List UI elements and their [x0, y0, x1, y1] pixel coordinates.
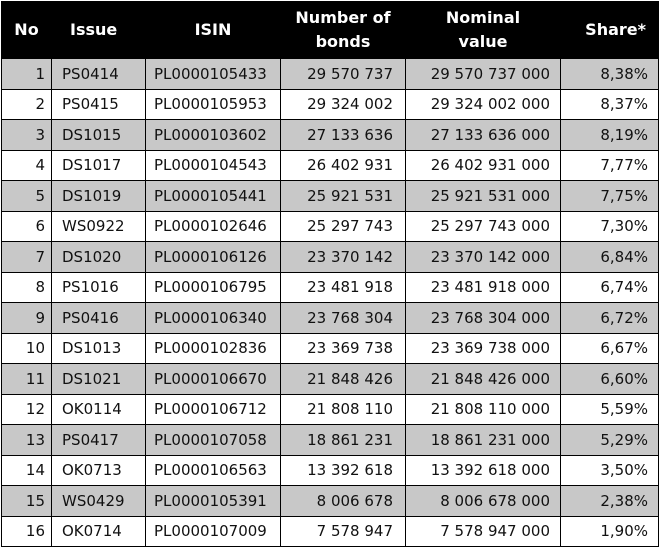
cell-issue: DS1017 [52, 150, 146, 181]
header-row [2, 2, 659, 59]
cell-share: 7,77% [561, 150, 659, 181]
table-body [2, 59, 659, 547]
cell-share: 6,72% [561, 303, 659, 334]
header-share: Share* [561, 2, 659, 59]
table-row [2, 181, 659, 212]
cell-isin: PL0000102836 [146, 333, 281, 364]
cell-issue: WS0429 [52, 486, 146, 517]
header-nominal-value-line2: value [458, 32, 508, 51]
cell-nominal-value: 25 921 531 000 [406, 181, 561, 212]
table-row [2, 455, 659, 486]
table-row [2, 394, 659, 425]
cell-no: 10 [2, 333, 52, 364]
cell-nominal-value: 21 808 110 000 [406, 394, 561, 425]
cell-isin: PL0000102646 [146, 211, 281, 242]
table-row [2, 516, 659, 547]
table-row [2, 242, 659, 273]
cell-isin: PL0000103602 [146, 120, 281, 151]
cell-issue: DS1013 [52, 333, 146, 364]
cell-isin: PL0000105441 [146, 181, 281, 212]
cell-nominal-value: 13 392 618 000 [406, 455, 561, 486]
cell-number-of-bonds: 23 768 304 [281, 303, 406, 334]
cell-no: 5 [2, 181, 52, 212]
table-row [2, 486, 659, 517]
cell-number-of-bonds: 8 006 678 [281, 486, 406, 517]
cell-number-of-bonds: 23 370 142 [281, 242, 406, 273]
cell-share: 7,75% [561, 181, 659, 212]
cell-isin: PL0000106340 [146, 303, 281, 334]
table-row [2, 272, 659, 303]
cell-isin: PL0000107058 [146, 425, 281, 456]
header-nominal-value [406, 2, 561, 59]
cell-issue: PS0416 [52, 303, 146, 334]
cell-no: 3 [2, 120, 52, 151]
cell-isin: PL0000105391 [146, 486, 281, 517]
table-row [2, 59, 659, 90]
header-issue: Issue [52, 2, 146, 59]
cell-no: 7 [2, 242, 52, 273]
cell-share: 6,84% [561, 242, 659, 273]
table-row [2, 211, 659, 242]
cell-nominal-value: 23 369 738 000 [406, 333, 561, 364]
cell-isin: PL0000107009 [146, 516, 281, 547]
bonds-table [1, 1, 659, 547]
cell-number-of-bonds: 27 133 636 [281, 120, 406, 151]
cell-number-of-bonds: 26 402 931 [281, 150, 406, 181]
cell-nominal-value: 23 370 142 000 [406, 242, 561, 273]
cell-no: 11 [2, 364, 52, 395]
table-row [2, 89, 659, 120]
cell-number-of-bonds: 21 808 110 [281, 394, 406, 425]
cell-number-of-bonds: 25 921 531 [281, 181, 406, 212]
cell-isin: PL0000106712 [146, 394, 281, 425]
header-number-of-bonds-line2: bonds [315, 32, 371, 51]
cell-share: 6,60% [561, 364, 659, 395]
header-nominal-value-line1: Nominal [445, 8, 521, 27]
cell-number-of-bonds: 18 861 231 [281, 425, 406, 456]
cell-nominal-value: 29 324 002 000 [406, 89, 561, 120]
cell-share: 7,30% [561, 211, 659, 242]
table-row [2, 303, 659, 334]
cell-issue: DS1019 [52, 181, 146, 212]
cell-issue: PS0417 [52, 425, 146, 456]
table-header [2, 2, 659, 59]
cell-nominal-value: 27 133 636 000 [406, 120, 561, 151]
cell-share: 5,59% [561, 394, 659, 425]
cell-no: 12 [2, 394, 52, 425]
cell-share: 3,50% [561, 455, 659, 486]
cell-isin: PL0000106563 [146, 455, 281, 486]
cell-no: 6 [2, 211, 52, 242]
cell-share: 8,37% [561, 89, 659, 120]
table-row [2, 120, 659, 151]
cell-issue: PS1016 [52, 272, 146, 303]
cell-nominal-value: 29 570 737 000 [406, 59, 561, 90]
cell-isin: PL0000106126 [146, 242, 281, 273]
cell-number-of-bonds: 21 848 426 [281, 364, 406, 395]
cell-number-of-bonds: 23 369 738 [281, 333, 406, 364]
cell-share: 8,38% [561, 59, 659, 90]
cell-no: 16 [2, 516, 52, 547]
cell-share: 6,74% [561, 272, 659, 303]
cell-isin: PL0000104543 [146, 150, 281, 181]
cell-isin: PL0000105433 [146, 59, 281, 90]
cell-share: 5,29% [561, 425, 659, 456]
table-row [2, 150, 659, 181]
cell-issue: WS0922 [52, 211, 146, 242]
cell-issue: OK0713 [52, 455, 146, 486]
cell-nominal-value: 26 402 931 000 [406, 150, 561, 181]
cell-number-of-bonds: 7 578 947 [281, 516, 406, 547]
cell-issue: DS1021 [52, 364, 146, 395]
cell-share: 2,38% [561, 486, 659, 517]
cell-no: 1 [2, 59, 52, 90]
header-number-of-bonds-line1: Number of [295, 8, 391, 27]
cell-no: 14 [2, 455, 52, 486]
table-row [2, 425, 659, 456]
cell-no: 15 [2, 486, 52, 517]
cell-number-of-bonds: 25 297 743 [281, 211, 406, 242]
cell-issue: PS0415 [52, 89, 146, 120]
cell-no: 8 [2, 272, 52, 303]
cell-nominal-value: 23 481 918 000 [406, 272, 561, 303]
cell-nominal-value: 8 006 678 000 [406, 486, 561, 517]
cell-issue: OK0714 [52, 516, 146, 547]
cell-issue: OK0114 [52, 394, 146, 425]
table-row [2, 364, 659, 395]
cell-nominal-value: 18 861 231 000 [406, 425, 561, 456]
cell-no: 13 [2, 425, 52, 456]
cell-number-of-bonds: 23 481 918 [281, 272, 406, 303]
cell-nominal-value: 25 297 743 000 [406, 211, 561, 242]
cell-share: 8,19% [561, 120, 659, 151]
cell-share: 6,67% [561, 333, 659, 364]
cell-number-of-bonds: 29 570 737 [281, 59, 406, 90]
cell-share: 1,90% [561, 516, 659, 547]
header-no: No [2, 2, 52, 59]
table-row [2, 333, 659, 364]
cell-number-of-bonds: 29 324 002 [281, 89, 406, 120]
cell-issue: DS1015 [52, 120, 146, 151]
cell-no: 9 [2, 303, 52, 334]
cell-issue: DS1020 [52, 242, 146, 273]
cell-isin: PL0000105953 [146, 89, 281, 120]
cell-issue: PS0414 [52, 59, 146, 90]
cell-no: 4 [2, 150, 52, 181]
cell-isin: PL0000106670 [146, 364, 281, 395]
header-isin: ISIN [146, 2, 281, 59]
cell-number-of-bonds: 13 392 618 [281, 455, 406, 486]
cell-no: 2 [2, 89, 52, 120]
cell-nominal-value: 7 578 947 000 [406, 516, 561, 547]
header-number-of-bonds [281, 2, 406, 59]
cell-nominal-value: 23 768 304 000 [406, 303, 561, 334]
cell-isin: PL0000106795 [146, 272, 281, 303]
cell-nominal-value: 21 848 426 000 [406, 364, 561, 395]
